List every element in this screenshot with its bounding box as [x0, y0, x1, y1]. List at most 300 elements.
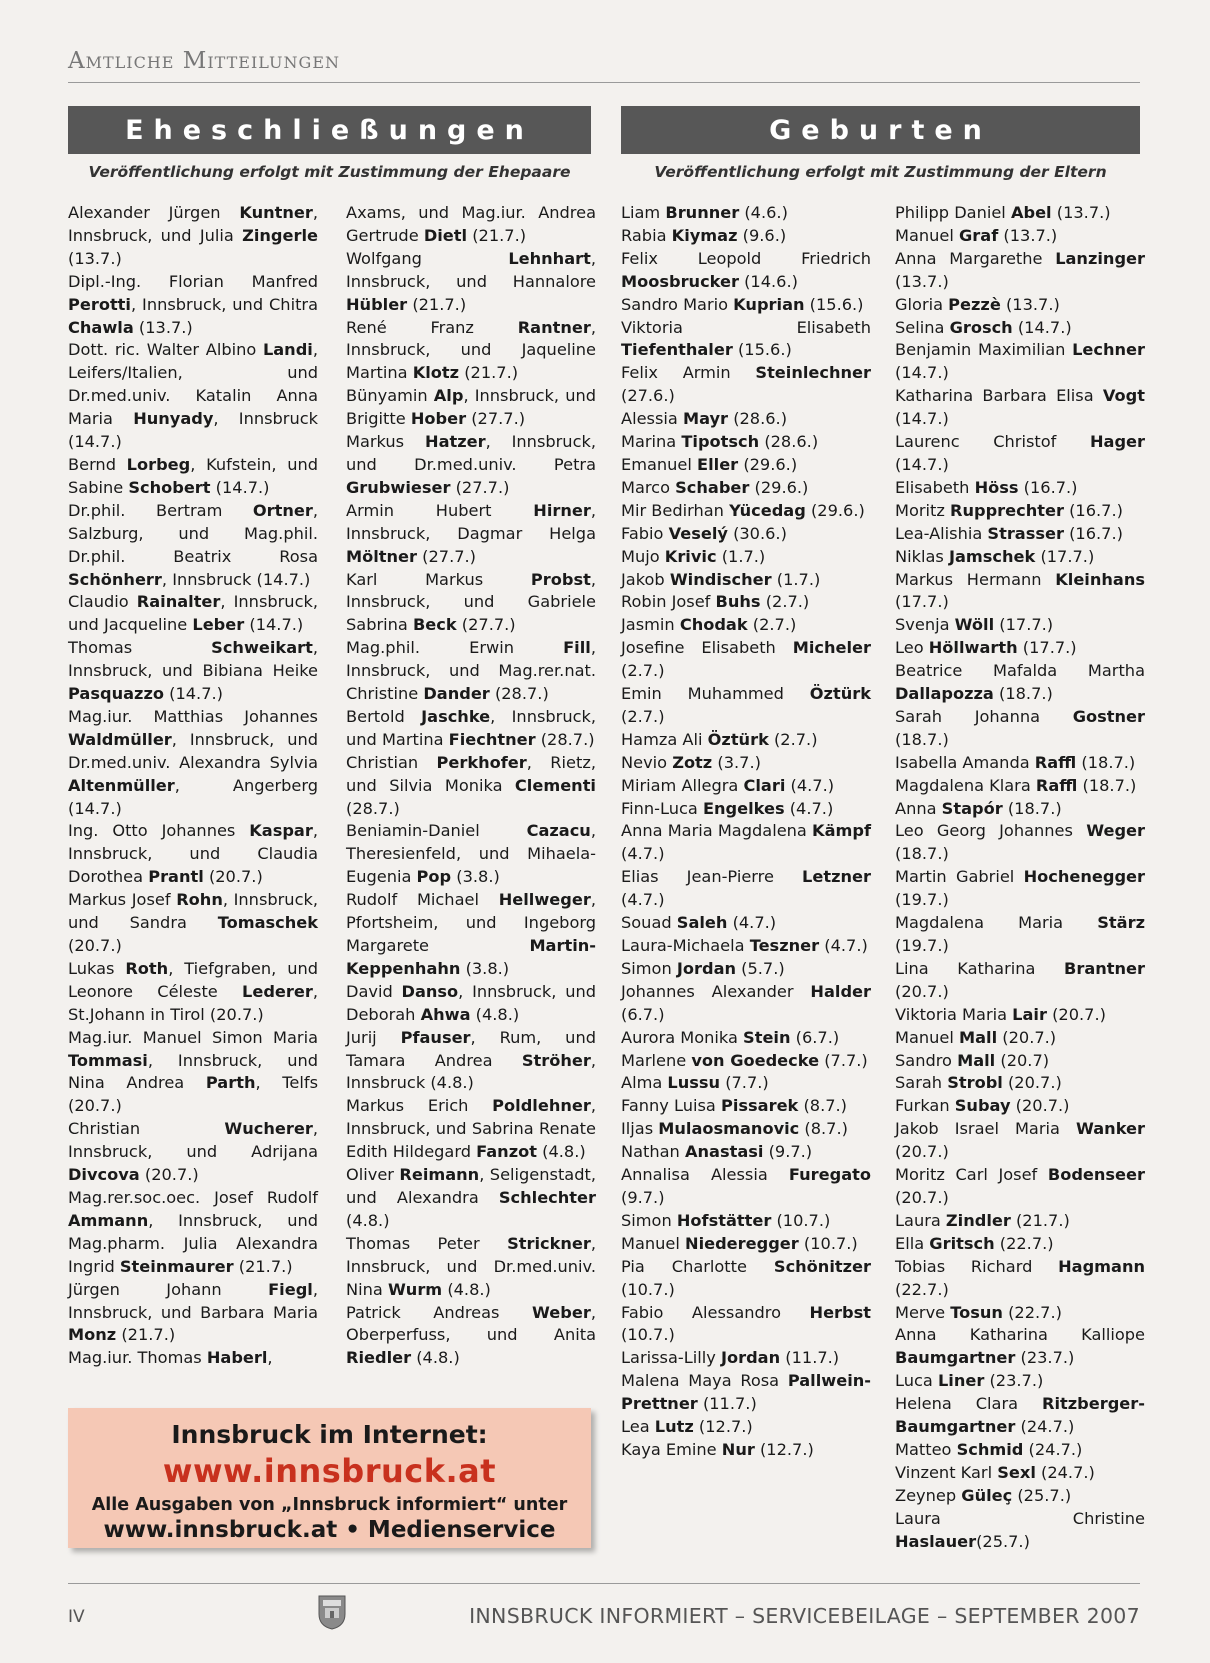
- surname: Waldmüller: [68, 729, 172, 749]
- birth-entry: [895, 637, 1145, 660]
- surname: Eller: [697, 454, 739, 474]
- birth-entry: [895, 569, 1145, 615]
- entry-text: (23.7.): [984, 1371, 1044, 1391]
- entry-text: (18.7.): [1076, 752, 1136, 772]
- entry-text: (4.8.): [411, 1348, 460, 1368]
- birth-entry: [621, 591, 871, 614]
- entry-text: Thomas Peter: [346, 1233, 508, 1253]
- entry-text: Lea: [621, 1417, 655, 1437]
- entry-text: (4.8.): [346, 1210, 390, 1230]
- surname: Liner: [937, 1371, 985, 1391]
- marriage-entry: [68, 889, 318, 958]
- entry-text: Luca: [895, 1371, 938, 1391]
- entry-text: Finn-Luca: [621, 798, 703, 818]
- entry-text: , Innsbruck (14.7.): [68, 409, 318, 452]
- birth-entry: [621, 981, 871, 1027]
- surname: Ortner: [252, 500, 313, 520]
- birth-entry: [621, 317, 871, 363]
- surname: Prantl: [148, 867, 204, 887]
- birth-entry: [621, 1416, 871, 1439]
- surname: Saleh: [676, 913, 728, 933]
- entry-text: (17.7.): [1017, 638, 1077, 658]
- marriages-column-2: [346, 202, 596, 1370]
- entry-text: (25.7.): [1012, 1485, 1072, 1505]
- entry-text: (13.7.): [895, 271, 949, 291]
- entry-text: (21.7.): [233, 1256, 293, 1276]
- birth-entry: [895, 798, 1145, 821]
- surname: Dietl: [423, 225, 468, 245]
- entry-text: Felix Leopold Friedrich: [621, 248, 871, 268]
- surname: Lechner: [1072, 340, 1145, 360]
- entry-text: (7.7.): [720, 1073, 769, 1093]
- birth-entry: [621, 935, 871, 958]
- entry-text: (29.6.): [805, 500, 865, 520]
- birth-entry: [895, 1118, 1145, 1164]
- surname: Zindler: [945, 1210, 1011, 1230]
- surname: Mall: [957, 1050, 996, 1070]
- surname: Fanzot: [476, 1142, 537, 1162]
- surname: Beck: [412, 615, 457, 635]
- entry-text: Moritz: [895, 500, 951, 520]
- surname: Bodenseer: [1047, 1165, 1145, 1185]
- surname: Lederer: [242, 981, 313, 1001]
- entry-text: , Rietz, und Silvia Monika: [346, 752, 596, 795]
- entry-text: Merve: [895, 1302, 951, 1322]
- birth-entry: [621, 1370, 871, 1416]
- entry-text: , Innsbruck, und Jacqueline: [68, 592, 318, 635]
- birth-entry: [895, 523, 1145, 546]
- entry-text: , Angerberg (14.7.): [68, 775, 318, 818]
- surname: Engelkes: [702, 798, 785, 818]
- entry-text: (28.6.): [728, 409, 788, 429]
- entry-text: Markus: [346, 432, 426, 452]
- entry-text: (13.7.): [1000, 294, 1060, 314]
- entry-text: Katharina Barbara Elisa: [895, 386, 1103, 406]
- surname: Raffl: [1034, 752, 1077, 772]
- marriage-entry: [346, 202, 596, 248]
- entry-text: (20.7.): [895, 981, 949, 1001]
- birth-entry: [895, 1072, 1145, 1095]
- birth-entry: [895, 202, 1145, 225]
- marriages-title-bar: Eheschließungen: [68, 106, 591, 154]
- surname: Tipotsch: [681, 432, 760, 452]
- surname: Leber: [192, 615, 245, 635]
- surname: Tomaschek: [217, 913, 318, 933]
- entry-text: Selina: [895, 317, 950, 337]
- birth-entry: [621, 408, 871, 431]
- entry-text: Fanny Luisa: [621, 1096, 721, 1116]
- surname: Hatzer: [425, 432, 486, 452]
- surname: Tommasi: [68, 1050, 148, 1070]
- birth-entry: [621, 202, 871, 225]
- surname: Furegato: [788, 1165, 871, 1185]
- footer-divider: [68, 1583, 1140, 1584]
- entry-text: Miriam Allegra: [621, 775, 744, 795]
- entry-text: (27.7.): [456, 615, 516, 635]
- entry-text: Emanuel: [621, 454, 698, 474]
- surname: Poldlehner: [492, 1096, 591, 1116]
- entry-text: (3.8.): [451, 867, 500, 887]
- birth-entry: [895, 1508, 1145, 1554]
- entry-text: Liam: [621, 203, 666, 222]
- entry-text: (20.7.): [1002, 1073, 1062, 1093]
- birth-entry: [621, 546, 871, 569]
- entry-text: Leo Georg Johannes: [895, 821, 1087, 841]
- entry-text: (19.7.): [895, 936, 949, 955]
- entry-text: (9.7.): [763, 1142, 813, 1162]
- birth-entry: [895, 1393, 1145, 1439]
- entry-text: (8.7.): [798, 1096, 847, 1116]
- birth-entry: [895, 294, 1145, 317]
- entry-text: (4.8.): [470, 1004, 520, 1024]
- entry-text: (22.7.): [994, 1233, 1054, 1253]
- surname: Strasser: [987, 523, 1064, 543]
- entry-text: , Innsbruck, und Dr.med.univ. Alexandra Sylvia: [68, 729, 318, 772]
- birth-entry: [895, 660, 1145, 706]
- birth-entry: [895, 1302, 1145, 1325]
- surname: Ritzberger-Baumgartner: [895, 1394, 1145, 1437]
- ad-url-link[interactable]: www.innsbruck.at: [162, 1452, 497, 1490]
- surname: Ammann: [68, 1210, 149, 1230]
- marriage-entry: [346, 1164, 596, 1233]
- marriage-entry: [346, 981, 596, 1027]
- entry-text: Mir Bedirhan: [621, 500, 730, 520]
- surname: Dallapozza: [895, 684, 994, 704]
- entry-text: (27.7.): [450, 477, 510, 497]
- entry-text: Martin Gabriel: [895, 867, 1024, 887]
- entry-text: (21.7.): [459, 363, 519, 383]
- surname: Hagmann: [1058, 1256, 1145, 1276]
- marriage-entry: [68, 1027, 318, 1119]
- entry-text: Jurij: [346, 1027, 401, 1047]
- entry-text: (10.7.): [621, 1325, 675, 1345]
- surname: Pallwein-Prettner: [621, 1371, 871, 1414]
- birth-entry: [621, 683, 871, 729]
- entry-text: (18.7.): [1002, 798, 1062, 818]
- entry-text: (21.7.): [116, 1325, 176, 1345]
- entry-text: , Innsbruck, und Sandra: [68, 890, 318, 933]
- entry-text: (18.7.): [1077, 775, 1137, 795]
- surname: Yücedag: [729, 500, 806, 520]
- entry-text: (4.7.): [784, 798, 834, 818]
- entry-text: Helena Clara: [895, 1394, 1042, 1414]
- surname: Lair: [1012, 1004, 1047, 1024]
- birth-entry: [621, 729, 871, 752]
- surname: Rainalter: [136, 592, 221, 612]
- entry-text: (6.7.): [790, 1027, 840, 1047]
- surname: Zotz: [672, 752, 713, 772]
- surname: Parth: [205, 1073, 256, 1093]
- surname: Zingerle: [242, 225, 318, 245]
- entry-text: (4.6.): [739, 203, 788, 222]
- entry-text: (16.7.): [1018, 477, 1078, 497]
- surname: Niederegger: [685, 1233, 799, 1253]
- surname: Tiefenthaler: [621, 340, 733, 360]
- marriage-entry: [346, 1302, 596, 1371]
- surname: Perkhofer: [436, 752, 527, 772]
- entry-text: Christian: [346, 752, 437, 772]
- entry-text: Bernd: [68, 454, 127, 474]
- birth-entry: [621, 1050, 871, 1073]
- birth-entry: [621, 1210, 871, 1233]
- marriage-entry: [68, 706, 318, 821]
- marriage-entry: [346, 889, 596, 981]
- marriage-entry: [68, 1347, 318, 1370]
- marriage-entry: [346, 1095, 596, 1164]
- marriage-entry: [346, 706, 596, 752]
- surname: Brunner: [665, 203, 740, 222]
- entry-text: , Innsbruck, Dagmar Helga: [346, 500, 596, 543]
- surname: Pasquazzo: [68, 684, 164, 704]
- entry-text: (16.7.): [1063, 500, 1123, 520]
- surname: Güleç: [961, 1485, 1013, 1505]
- surname: Herbst: [809, 1302, 871, 1322]
- surname: Hober: [410, 409, 467, 429]
- birth-entry: [621, 614, 871, 637]
- entry-text: , Innsbruck, und Sabrina Renate Edith Hildegard: [346, 1096, 596, 1162]
- surname: Mall: [959, 1027, 998, 1047]
- surname: Lehnhart: [508, 248, 591, 268]
- surname: Raffl: [1035, 775, 1078, 795]
- entry-text: (22.7.): [1002, 1302, 1062, 1322]
- entry-text: Benjamin Maximilian: [895, 340, 1073, 360]
- entry-text: Anna Maria Magdalena: [621, 821, 813, 841]
- birth-entry: [895, 1439, 1145, 1462]
- surname: Subay: [954, 1096, 1011, 1116]
- entry-text: Alexander Jürgen: [68, 203, 240, 222]
- entry-text: (28.6.): [759, 432, 819, 452]
- surname: Cazacu: [526, 821, 591, 841]
- surname: Probst: [530, 569, 591, 589]
- entry-text: (24.7.): [1023, 1439, 1083, 1459]
- entry-text: (15.6.): [732, 340, 792, 360]
- birth-entry: [895, 1210, 1145, 1233]
- surname: Jamschek: [948, 546, 1036, 566]
- entry-text: Manuel: [621, 1233, 686, 1253]
- entry-text: , Innsbruck, und Dr.med.univ. Petra: [346, 432, 596, 474]
- entry-text: (9.6.): [737, 225, 787, 245]
- birth-entry: [895, 248, 1145, 294]
- surname: Steinlechner: [755, 363, 871, 383]
- entry-text: (3.7.): [712, 752, 761, 772]
- entry-text: (20.7.): [895, 1142, 949, 1162]
- entry-text: (14.7.): [164, 684, 223, 704]
- marriage-entry: [68, 202, 318, 271]
- marriage-entry: [346, 752, 596, 821]
- surname: Divcova: [68, 1165, 140, 1185]
- birth-entry: [621, 1095, 871, 1118]
- entry-text: Elias Jean-Pierre: [621, 867, 803, 887]
- surname: Öztürk: [707, 729, 769, 749]
- surname: Jordan: [676, 958, 737, 978]
- entry-text: Thomas: [68, 638, 212, 658]
- surname: Brantner: [1064, 958, 1145, 978]
- surname: Hellweger: [498, 890, 591, 910]
- entry-text: , Innsbruck, und Julia: [68, 203, 318, 245]
- entry-text: Alessia: [621, 409, 683, 429]
- entry-text: Nathan: [621, 1142, 685, 1162]
- entry-text: (2.7.): [621, 661, 665, 681]
- entry-text: (14.7.): [895, 409, 949, 429]
- surname: Schönitzer: [773, 1256, 871, 1276]
- entry-text: (2.7.): [747, 615, 797, 635]
- birth-entry: [895, 912, 1145, 958]
- entry-text: (20.7.): [1010, 1096, 1070, 1116]
- entry-text: , Innsbruck, und Claudia Dorothea: [68, 821, 318, 887]
- entry-text: (10.7.): [771, 1210, 831, 1230]
- birth-entry: [621, 477, 871, 500]
- entry-text: Anna Katharina Kalliope: [895, 1325, 1145, 1345]
- marriage-entry: [68, 271, 318, 340]
- surname: Fill: [563, 638, 591, 658]
- surname: Chawla: [68, 317, 134, 337]
- surname: Tosun: [950, 1302, 1003, 1322]
- entry-text: (20.7.): [68, 936, 122, 955]
- entry-text: David: [346, 981, 402, 1001]
- entry-text: Christian: [68, 1119, 225, 1139]
- surname: Sexl: [997, 1462, 1036, 1482]
- birth-entry: [621, 225, 871, 248]
- entry-text: Sarah Johanna: [895, 706, 1073, 726]
- entry-text: (7.7.): [819, 1050, 868, 1070]
- birth-entry: [621, 523, 871, 546]
- entry-text: (5.7.): [736, 958, 785, 978]
- surname: Pop: [416, 867, 452, 887]
- entry-text: , Innsbruck (4.8.): [346, 1050, 596, 1093]
- surname: Schaber: [675, 477, 750, 497]
- entry-text: Elisabeth: [895, 477, 975, 497]
- birth-entry: [621, 1302, 871, 1348]
- entry-text: Mag.iur. Matthias Johannes: [68, 706, 318, 726]
- entry-text: (14.7.): [244, 615, 304, 635]
- entry-text: (2.7.): [760, 592, 810, 612]
- surname: Kämpf: [812, 821, 871, 841]
- entry-text: Kaya Emine: [621, 1439, 722, 1459]
- entry-text: Johannes Alexander: [621, 981, 811, 1001]
- entry-text: , Seligenstadt, und Alexandra: [346, 1165, 596, 1207]
- surname: Möltner: [346, 546, 418, 566]
- entry-text: Lina Katharina: [895, 958, 1064, 978]
- entry-text: Viktoria Elisabeth: [621, 317, 871, 337]
- surname: Nur: [721, 1439, 755, 1459]
- page-number: IV: [68, 1607, 85, 1627]
- entry-text: Josefine Elisabeth: [621, 638, 793, 658]
- surname: Veselý: [668, 523, 728, 543]
- surname: Rupprechter: [950, 500, 1064, 520]
- marriage-entry: [346, 820, 596, 889]
- entry-text: Lukas: [68, 958, 126, 978]
- birth-entry: [895, 1095, 1145, 1118]
- birth-entry: [895, 385, 1145, 431]
- ad-text-line-2: www.innsbruck.at • Medienservice: [103, 1517, 556, 1543]
- entry-text: Wolfgang: [346, 248, 509, 268]
- entry-text: (20.7): [995, 1050, 1050, 1070]
- birth-entry: [621, 637, 871, 683]
- births-column-1: [621, 202, 871, 1462]
- entry-text: Markus Erich: [346, 1096, 493, 1116]
- surname: Kuntner: [239, 203, 313, 222]
- births-title-bar: Geburten: [621, 106, 1140, 154]
- marriage-entry: [68, 500, 318, 592]
- surname: Clementi: [514, 775, 596, 795]
- surname: Mayr: [682, 409, 729, 429]
- marriage-entry: [346, 317, 596, 386]
- entry-text: , Innsbruck, und Brigitte: [346, 386, 596, 429]
- ad-text-line-1: Alle Ausgaben von „Innsbruck informiert“ unter: [91, 1495, 568, 1515]
- section-header-title: Amtliche Mitteilungen: [68, 48, 341, 74]
- surname: Danso: [401, 981, 459, 1001]
- entry-text: , Innsbruck, und Martina: [346, 706, 596, 749]
- entry-text: Leo: [895, 638, 929, 658]
- entry-text: Matteo: [895, 1439, 957, 1459]
- birth-entry: [621, 775, 871, 798]
- entry-text: Vinzent Karl: [895, 1462, 998, 1482]
- entry-text: Fabio: [621, 523, 669, 543]
- entry-text: Tobias Richard: [895, 1256, 1059, 1276]
- entry-text: Patrick Andreas: [346, 1302, 533, 1322]
- surname: Stein: [743, 1027, 791, 1047]
- birth-entry: [895, 1485, 1145, 1508]
- birth-entry: [895, 317, 1145, 340]
- surname: Martin-Keppenhahn: [346, 936, 596, 978]
- surname: Hofstätter: [676, 1210, 772, 1230]
- surname: Weber: [532, 1302, 591, 1322]
- entry-text: (17.7.): [994, 615, 1054, 635]
- surname: Kaspar: [249, 821, 313, 841]
- entry-text: Simon: [621, 958, 677, 978]
- marriage-entry: [346, 1233, 596, 1302]
- entry-text: (21.7.): [467, 225, 527, 245]
- entry-text: , Innsbruck (14.7.): [161, 569, 311, 589]
- birth-entry: [895, 1027, 1145, 1050]
- entry-text: (1.7.): [716, 546, 766, 566]
- entry-text: , Innsbruck, und Mag.pharm. Julia Alexandra Ingrid: [68, 1210, 318, 1276]
- surname: Wurm: [387, 1279, 443, 1299]
- entry-text: Svenja: [895, 615, 955, 635]
- entry-text: Viktoria Maria: [895, 1004, 1013, 1024]
- entry-text: (22.7.): [895, 1279, 949, 1299]
- surname: Hirner: [533, 500, 591, 520]
- entry-text: , Innsbruck, und Barbara Maria: [68, 1279, 318, 1322]
- birth-entry: [621, 569, 871, 592]
- surname: Fiechtner: [448, 729, 536, 749]
- birth-entry: [895, 820, 1145, 866]
- surname: Monz: [68, 1325, 117, 1345]
- entry-text: (20.7.): [1046, 1004, 1106, 1024]
- entry-text: Gloria: [895, 294, 949, 314]
- entry-text: Magdalena Klara: [895, 775, 1036, 795]
- entry-text: (21.7.): [407, 294, 467, 314]
- birth-entry: [621, 1347, 871, 1370]
- entry-text: Aurora Monika: [621, 1027, 744, 1047]
- entry-text: (4.7.): [727, 913, 777, 933]
- entry-text: Manuel: [895, 225, 960, 245]
- entry-text: Jakob: [621, 569, 670, 589]
- surname: Ströher: [521, 1050, 591, 1070]
- surname: Steinmaurer: [119, 1256, 234, 1276]
- entry-text: , Leifers/Italien, und Dr.med.univ. Katalin Anna Maria: [68, 340, 318, 429]
- entry-text: Mag.iur. Thomas: [68, 1348, 207, 1368]
- entry-text: Laura-Michaela: [621, 936, 750, 955]
- entry-text: (29.6.): [738, 454, 798, 474]
- birth-entry: [895, 706, 1145, 752]
- surname: Strobl: [947, 1073, 1003, 1093]
- birth-entry: [895, 546, 1145, 569]
- surname: Pissarek: [720, 1096, 799, 1116]
- entry-text: , Innsbruck, und Mag.rer.nat. Christine: [346, 638, 596, 704]
- entry-text: Iljas: [621, 1119, 659, 1139]
- entry-text: (20.7.): [203, 867, 263, 887]
